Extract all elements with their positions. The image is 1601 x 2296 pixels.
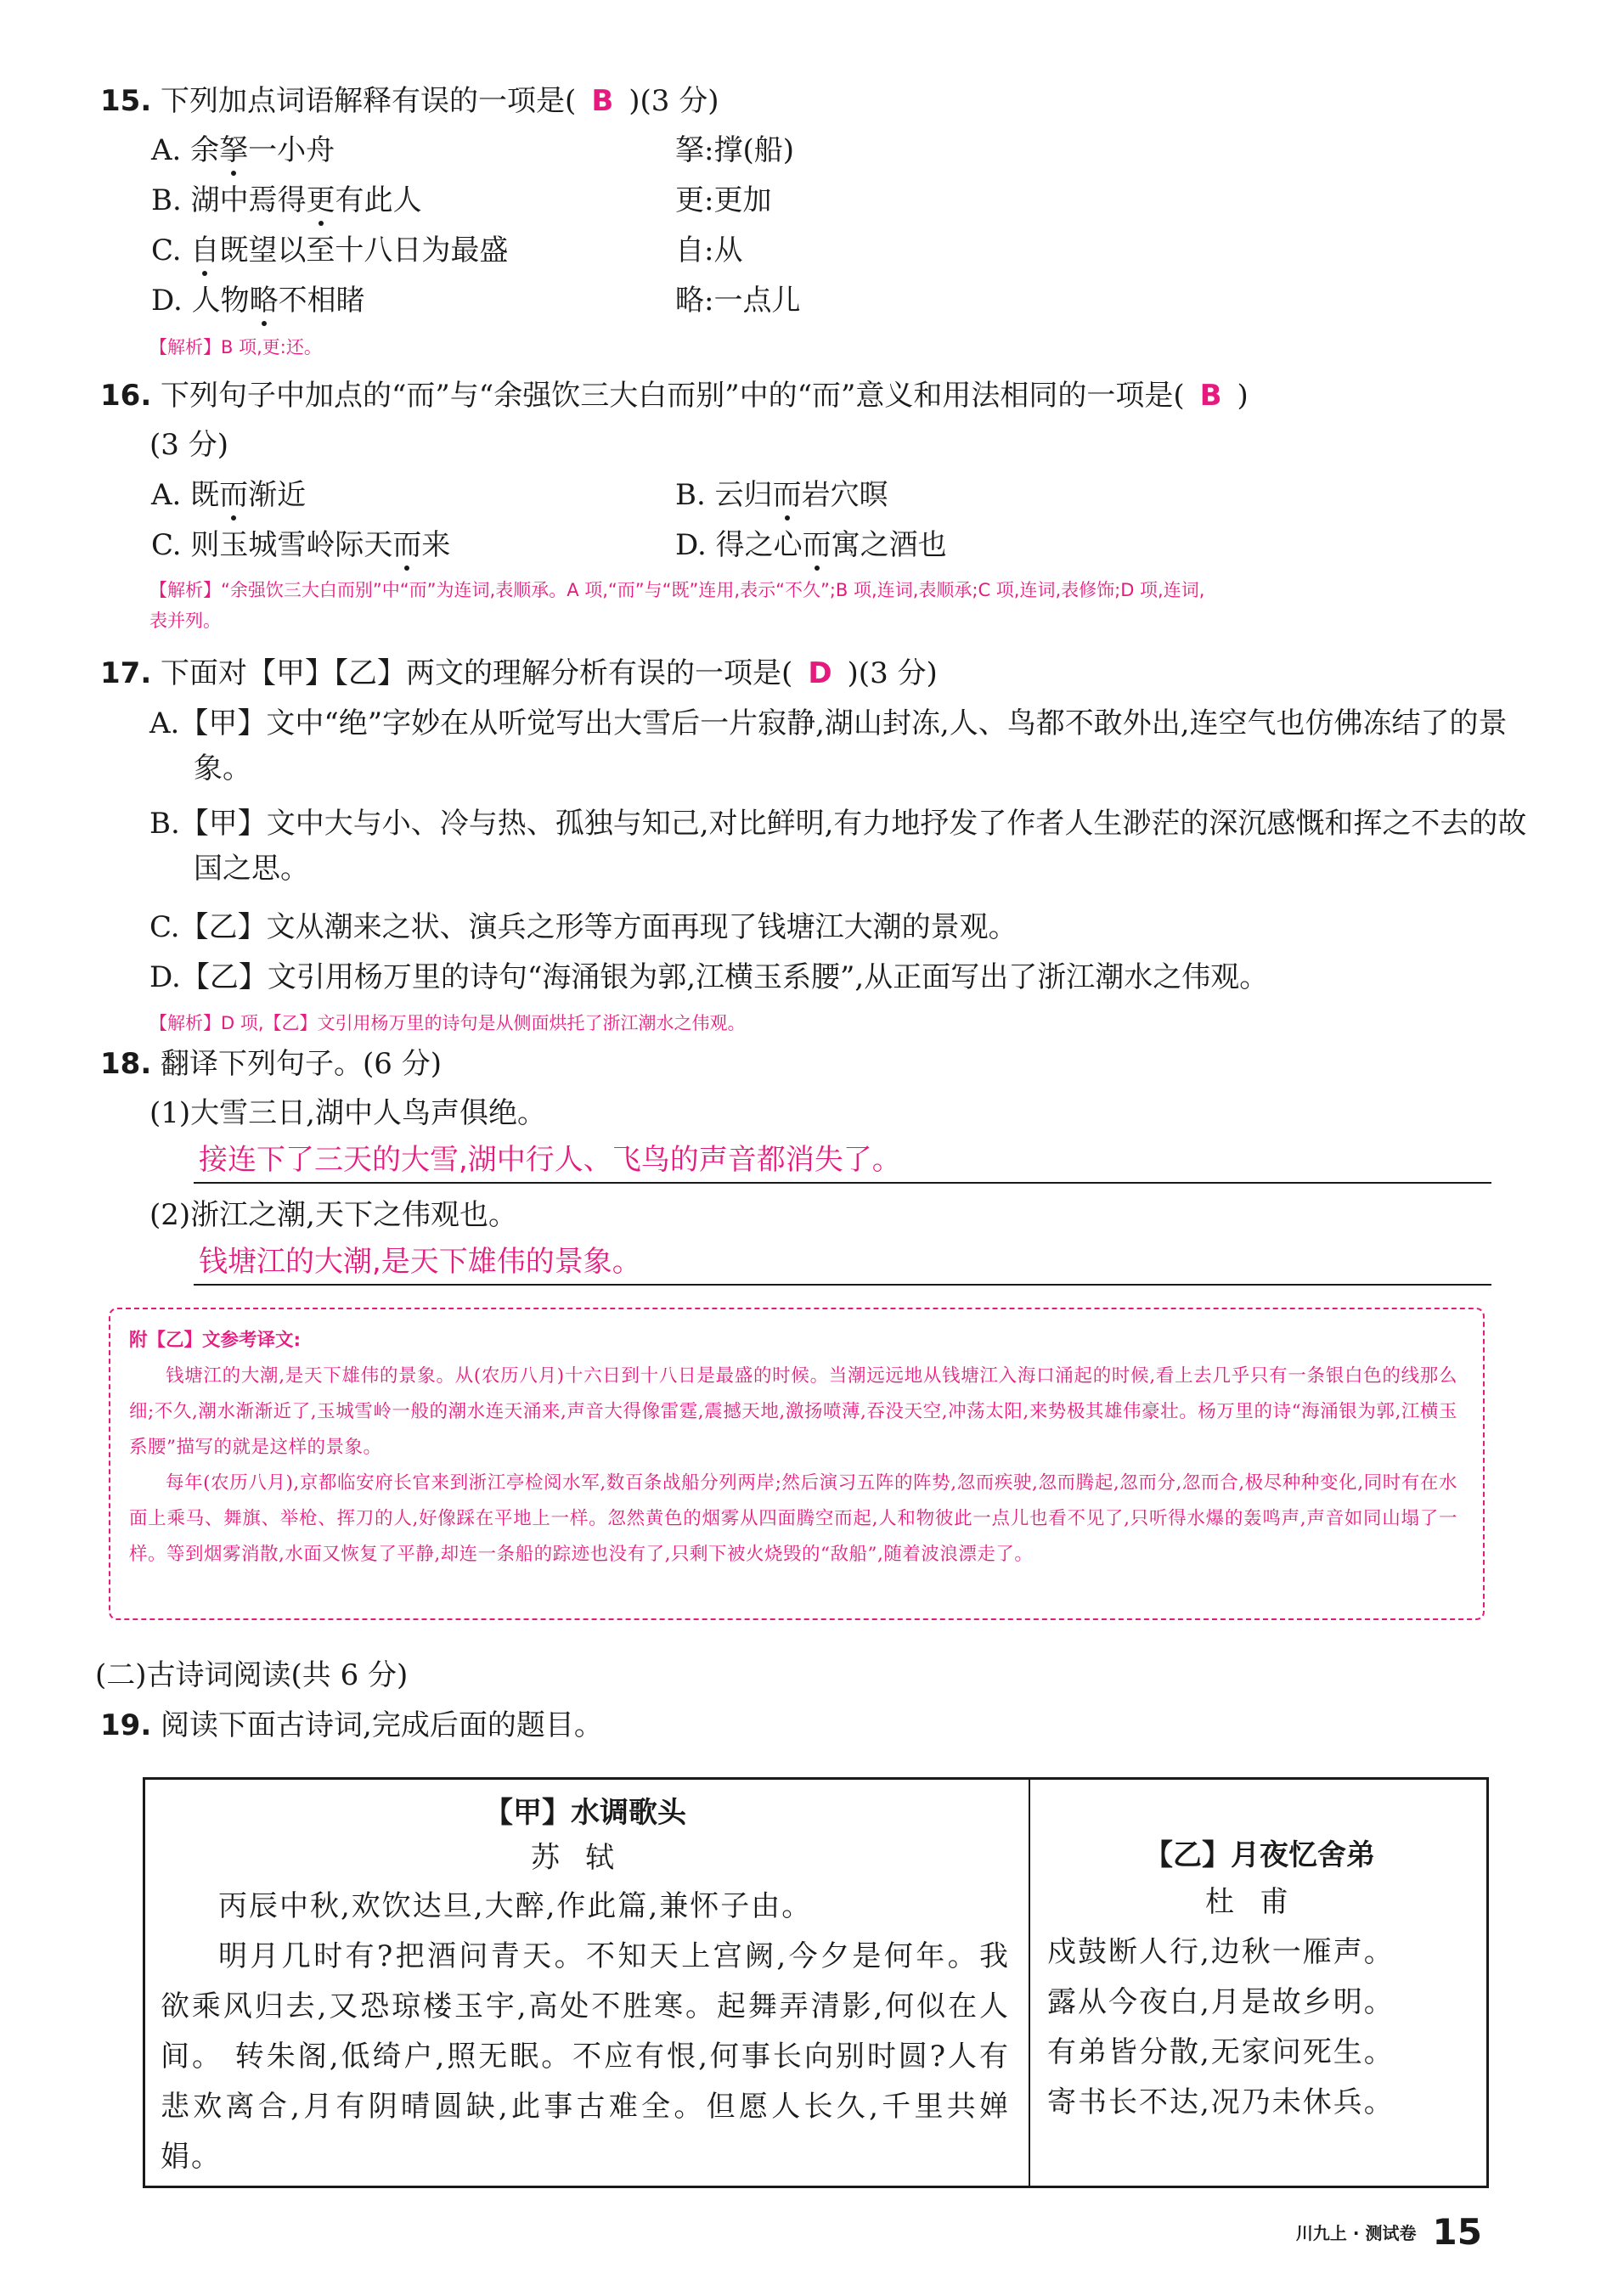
answer-line-2: 钱塘江的大潮,是天下雄伟的景象。: [194, 1238, 1491, 1286]
gloss-b: 更:更加: [675, 183, 772, 217]
question-stem: 翻译下列句子。(6 分): [161, 1047, 443, 1081]
question-number: 16.: [100, 379, 152, 413]
question-16: 16. 下列句子中加点的“而”与“余强饮三大白而别”中的“而”意义和用法相同的一项是( B ): [100, 379, 1249, 413]
question-stem: 下列加点词语解释有误的一项是(: [161, 84, 577, 118]
option-b: B. 湖中焉得更有此人: [151, 183, 422, 217]
poem-body: 明月几时有?把酒问青天。不知天上宫阙,今夕是何年。我欲乘风归去,又恐琼楼玉宇,高处不胜寒。起舞弄清影,何似在人间。 转朱阁,低绮户,照无眠。不应有恨,何事长向别时圆?人有悲欢离合,月有阴晴圆缺,此事古难全。但愿人长久,千里共婵娟。: [161, 1939, 1010, 2174]
question-score: )(3 分): [629, 84, 719, 118]
question-stem: 下面对【甲】【乙】两文的理解分析有误的一项是(: [161, 656, 793, 690]
dotted-char: 而: [802, 528, 832, 562]
analysis-15: 【解析】B 项,更:还。: [149, 337, 322, 357]
option-b: B. 云归而岩穴暝: [675, 478, 888, 512]
dotted-char: 自: [190, 234, 220, 267]
option-c: C. 则玉城雪岭际天而来: [151, 528, 451, 562]
poem-author: 杜甫: [1205, 1885, 1314, 1919]
dotted-char: 更: [306, 183, 335, 217]
question-number: 18.: [100, 1047, 152, 1081]
question-19: [100, 1708, 603, 1744]
option-d: D. 得之心而寓之酒也: [675, 528, 947, 562]
question-score: )(3 分): [847, 656, 938, 690]
sentence-1: (1)大雪三日,湖中人鸟声俱绝。: [149, 1096, 546, 1130]
dotted-char: 而: [219, 478, 249, 512]
poem-line: 露从今夜白,月是故乡明。: [1047, 1985, 1395, 2019]
poem-jia: [161, 1780, 1010, 2182]
analysis-16-line2: 表并列。: [149, 611, 221, 631]
option-d: D.【乙】文引用杨万里的诗句“海涌银为郭,江横玉系腰”,从正面写出了浙江潮水之伟观。: [149, 960, 1269, 994]
option-d: D. 人物略不相睹: [151, 284, 365, 318]
question-stem: 下列句子中加点的“而”与“余强饮三大白而别”中的“而”意义和用法相同的一项是(: [161, 379, 1185, 413]
reference-translation-box: [109, 1308, 1485, 1620]
question-number: 19.: [100, 1708, 152, 1742]
option-a: A.【甲】文中“绝”字妙在从听觉写出大雪后一片寂静,湖山封冻,人、鸟都不敢外出,连空气也仿佛冻结了的景象。: [149, 706, 1508, 785]
question-15: [100, 83, 719, 120]
analysis-17: 【解析】D 项,【乙】文引用杨万里的诗句是从侧面烘托了浙江潮水之伟观。: [149, 1013, 746, 1033]
option-c: C. 自既望以至十八日为最盛: [151, 234, 509, 267]
poem-line: 寄书长不达,况乃未休兵。: [1047, 2085, 1395, 2119]
poem-title: 【甲】水调歌头: [484, 1796, 686, 1830]
option-c: C.【乙】文从潮来之状、演兵之形等方面再现了钱塘江大潮的景观。: [149, 910, 1018, 944]
poem-author: 苏轼: [531, 1841, 640, 1875]
reference-paragraph-2: 每年(农历八月),京都临安府长官来到浙江亭检阅水军,数百条战船分列两岸;然后演习五阵的阵势,忽而疾驶,忽而腾起,忽而分,忽而合,极尽种种变化,同时有在水面上乘马、舞旗、举枪、挥刀的人,好像踩在平地上一样。忽然黄色的烟雾从四面腾空而起,人和物彼此一点儿也看不见了,只听得水爆的轰鸣声,声音如同山塌了一样。等到烟雾消散,水面又恢复了平静,却连一条船的踪迹也没有了,只剩下被火烧毁的“敌船”,随着波浪漂走了。: [129, 1472, 1457, 1565]
gloss-a: 拏:撑(船): [675, 133, 794, 167]
gloss-d: 略:一点儿: [675, 284, 801, 318]
series-label: 川九上 · 测试卷: [1295, 2223, 1417, 2243]
section-heading: (二)古诗词阅读(共 6 分): [95, 1658, 409, 1692]
option-a: A. 既而渐近: [151, 478, 307, 512]
answer-mark: B: [1199, 379, 1222, 413]
poem-title: 【乙】月夜忆舍弟: [1144, 1838, 1375, 1872]
poem-line: 有弟皆分散,无家问死生。: [1047, 2035, 1395, 2069]
gloss-c: 自:从: [675, 234, 743, 267]
page-footer: [1296, 2211, 1482, 2253]
question-number: 15.: [100, 84, 152, 118]
dotted-char: 而: [772, 478, 802, 512]
sentence-2: (2)浙江之潮,天下之伟观也。: [149, 1198, 517, 1232]
question-18: [100, 1046, 442, 1083]
reference-title: 附【乙】文参考译文:: [129, 1330, 302, 1351]
question-stem: 阅读下面古诗词,完成后面的题目。: [161, 1708, 603, 1742]
poem-yi: [1047, 1834, 1472, 2128]
dotted-char: 略: [249, 284, 279, 318]
dotted-char: 拏: [219, 133, 249, 167]
poem-line: 戍鼓断人行,边秋一雁声。: [1047, 1935, 1395, 1969]
dotted-char: 而: [392, 528, 422, 562]
column-divider: [1029, 1780, 1030, 2186]
option-a: A. 余拏一小舟: [151, 133, 335, 167]
page-number: 15: [1432, 2211, 1482, 2253]
option-b: B.【甲】文中大与小、冷与热、孤独与知己,对比鲜明,有力地抒发了作者人生渺茫的深沉感慨和挥之不去的故国之思。: [149, 807, 1527, 886]
poem-preface: 丙辰中秋,欢饮达旦,大醉,作此篇,兼怀子由。: [218, 1889, 813, 1923]
reference-paragraph-1: 钱塘江的大潮,是天下雄伟的景象。从(农历八月)十六日到十八日是最盛的时候。当潮远远地从钱塘江入海口涌起的时候,看上去几乎只有一条银白色的线那么细;不久,潮水渐渐近了,玉城雪岭一般的潮水连天涌来,声音大得像雷霆,震撼天地,激扬喷薄,吞没天空,冲荡太阳,来势极其雄伟豪壮。杨万里的诗“海涌银为郭,江横玉系腰”描写的就是这样的景象。: [129, 1365, 1457, 1458]
poem-box: [143, 1777, 1489, 2188]
question-number: 17.: [100, 656, 152, 690]
answer-line-1: 接连下了三天的大雪,湖中行人、飞鸟的声音都消失了。: [194, 1136, 1491, 1184]
analysis-16-line1: 【解析】“余强饮三大白而别”中“而”为连词,表顺承。A 项,“而”与“既”连用,表示“不久”;B 项,连词,表顺承;C 项,连词,表修饰;D 项,连词,: [149, 580, 1205, 600]
answer-mark: B: [591, 84, 614, 118]
answer-mark: D: [808, 656, 832, 690]
question-17: [100, 656, 938, 692]
question-score: (3 分): [149, 428, 228, 462]
